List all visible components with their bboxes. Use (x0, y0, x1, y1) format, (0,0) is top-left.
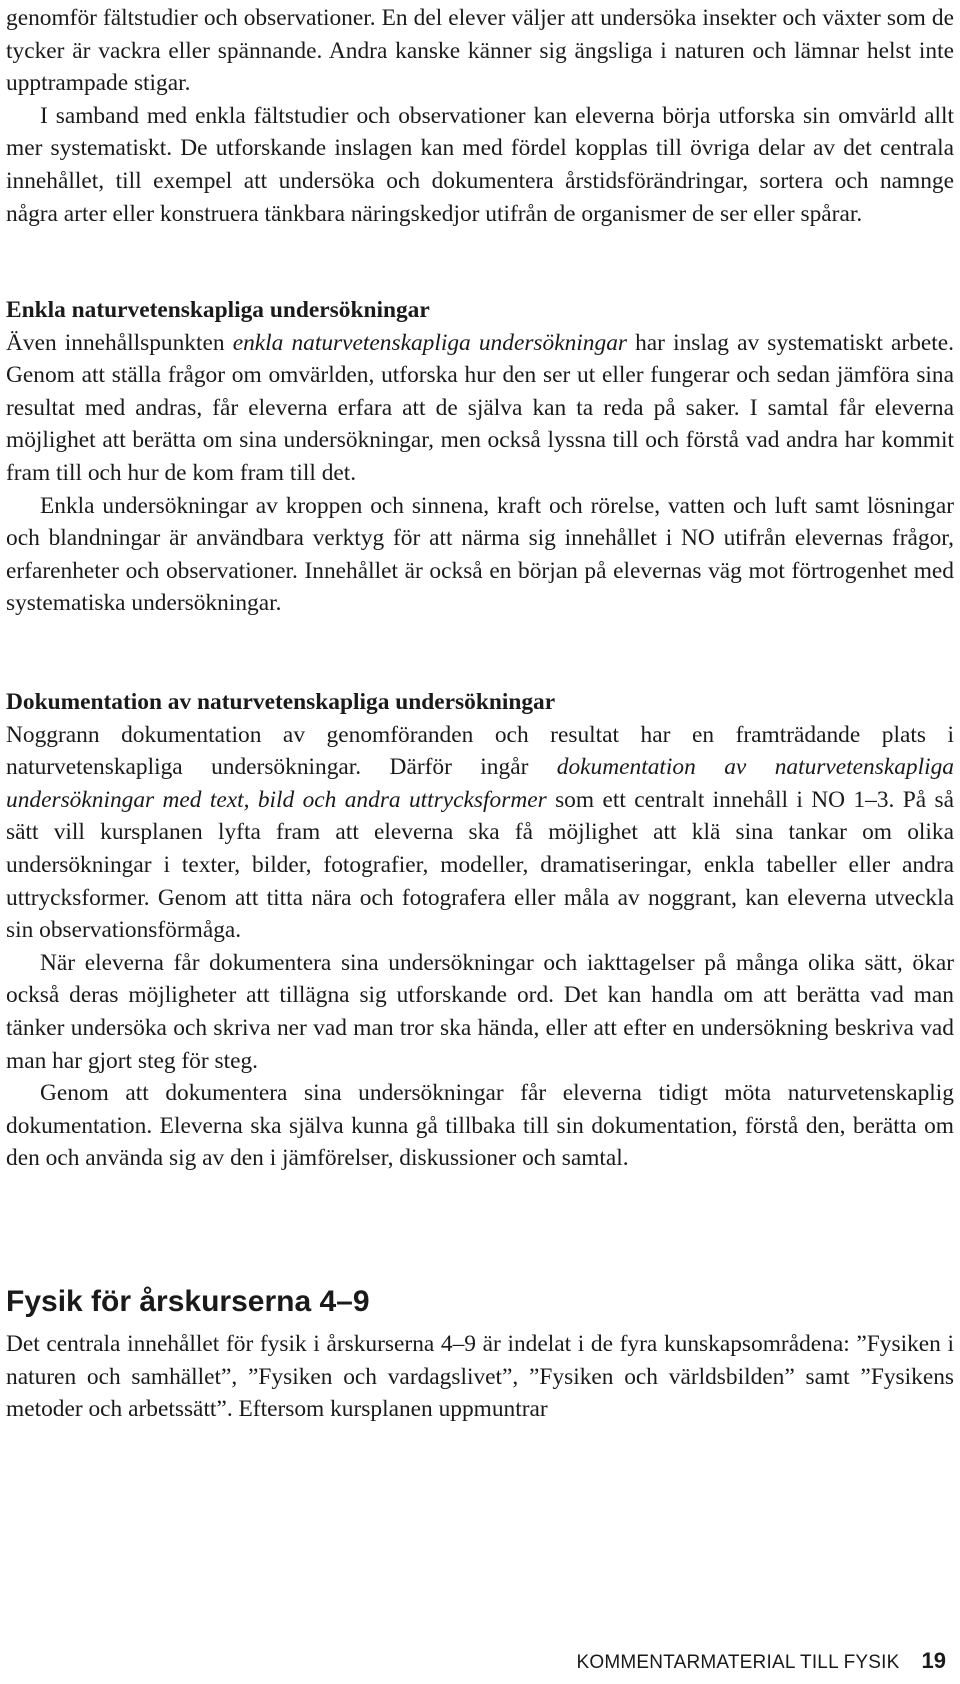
documentation-p1-post: som ett centralt innehåll i NO 1–3. På så sätt vill kursplanen lyfta fram att eleverna ska få möjlighet att klä sina tankar om olika undersökningar i texter, bilder, fotografier, modeller, dramatiseringar, enkla tabeller eller andra uttrycksformer. Genom att titta nära och fotografera eller måla av noggrant, kan eleverna utveckla sin observationsförmåga. (6, 786, 954, 944)
intro-paragraph-1: genomför fältstudier och observationer. En del elever väljer att undersöka insekter och växter som de tycker är vackra eller spännande. Andra kanske känner sig ängsliga i naturen och lämnar helst inte upptrampade stigar. (6, 5, 954, 97)
investigations-p1-pre: Även innehållspunkten (6, 329, 233, 356)
investigations-heading: Enkla naturvetenskapliga undersökningar (6, 297, 430, 323)
investigations-section (6, 294, 954, 620)
documentation-paragraph-1 (6, 719, 954, 947)
page-footer (576, 1648, 946, 1674)
page-number: 19 (921, 1648, 946, 1673)
footer-label: KOMMENTARMATERIAL TILL FYSIK (576, 1652, 900, 1673)
documentation-p1-pre: Noggrann dokumentation av genomföranden och resultat har en framträdande plats i naturvetenskapliga undersökningar. Därför ingår (6, 721, 954, 781)
investigations-p1-post: har inslag av systematiskt arbete. Genom att ställa frågor om omvärlden, utforska hur den ser ut eller fungerar och sedan jämföra sina resultat med andras, får eleverna erfara att de själva kan ta reda på saker. I samtal får eleverna möjlighet att berätta om sina undersökningar, men också lyssna till och förstå vad andra har kommit fram till och hur de kom fram till det. (6, 329, 954, 486)
documentation-section (6, 686, 954, 1175)
investigations-p1-italic: enkla naturvetenskapliga undersökningar (232, 329, 627, 356)
intro-paragraph-2: I samband med enkla fältstudier och observationer kan eleverna börja utforska sin omvärld allt mer systematiskt. De utforskande inslagen kan med fördel kopplas till övriga delar av det centrala innehållet, till exempel att undersöka och dokumentera årstidsförändringar, sortera och namnge några arter eller konstruera tänkbara näringskedjor utifrån de organismer de ser eller spårar. (6, 102, 954, 227)
investigations-paragraph-2: Enkla undersökningar av kroppen och sinnena, kraft och rörelse, vatten och luft samt lösningar och blandningar är användbara verktyg för att närma sig innehållet i NO utifrån elevernas frågor, erfarenheter och observationer. Innehållet är också en början på elevernas väg mot förtrogenhet med systematiska undersökningar. (6, 492, 954, 617)
physics-section-title: Fysik för årskurserna 4–9 (6, 1285, 370, 1318)
physics-section (6, 1328, 954, 1426)
investigations-paragraph-1 (6, 327, 954, 490)
documentation-heading: Dokumentation av naturvetenskapliga undersökningar (6, 689, 556, 715)
documentation-p1-italic: dokumentation av naturvetenskapliga undersökningar med text, bild och andra uttrycksformer (6, 754, 954, 813)
documentation-paragraph-3: Genom att dokumentera sina undersökningar får eleverna tidigt möta naturvetenskaplig dokumentation. Eleverna ska själva kunna gå tillbaka till sin dokumentation, förstå den, berätta om den och använda sig av den i jämförelser, diskussioner och samtal. (6, 1080, 954, 1172)
intro-section (6, 2, 954, 230)
physics-paragraph-1: Det centrala innehållet för fysik i årskurserna 4–9 är indelat i de fyra kunskapsområdena: ”Fysiken i naturen och samhället”, ”Fysiken och vardagslivet”, ”Fysiken och världsbilden” samt ”Fysikens metoder och arbetssätt”. Eftersom kursplanen uppmuntrar (6, 1331, 954, 1423)
documentation-paragraph-2: När eleverna får dokumentera sina undersökningar och iakttagelser på många olika sätt, ökar också deras möjligheter att tillägna sig utforskande ord. Det kan handla om att berätta vad man tänker undersöka och skriva ner vad man tror ska hända, eller att efter en undersökning beskriva vad man har gjort steg för steg. (6, 949, 954, 1074)
